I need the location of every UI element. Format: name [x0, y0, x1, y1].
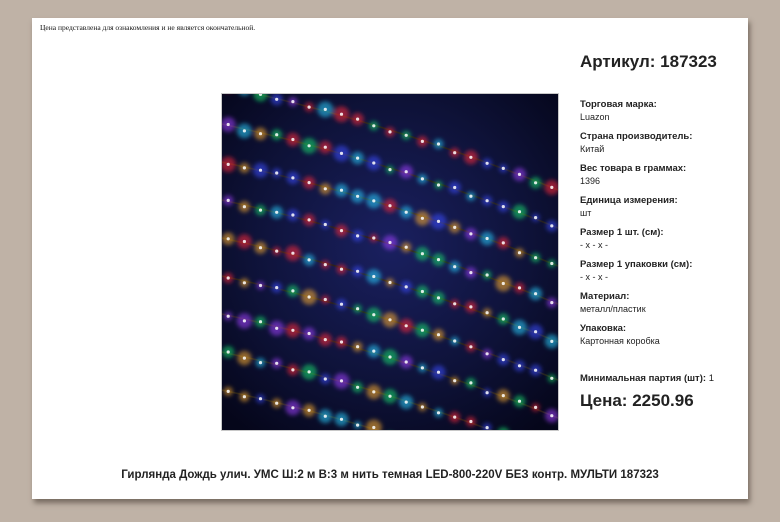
led-point [502, 241, 505, 244]
led-point [486, 199, 489, 202]
led-point [421, 217, 424, 220]
article-label: Артикул: [580, 52, 656, 71]
led-point [469, 305, 472, 308]
led-point [486, 352, 489, 355]
led-point [534, 369, 537, 372]
led-point [340, 113, 343, 116]
led-point [550, 377, 553, 380]
led-point [502, 167, 505, 170]
led-point [243, 166, 246, 169]
led-point [421, 252, 424, 255]
led-point [469, 381, 472, 384]
spec-label: Вес товара в граммах: [580, 163, 687, 174]
spec-packaging [580, 323, 745, 347]
led-point [324, 338, 327, 341]
led-point [340, 340, 343, 343]
led-point [453, 226, 456, 229]
led-point [518, 364, 521, 367]
led-point [275, 171, 278, 174]
led-point [405, 324, 408, 327]
spec-package-size [580, 259, 745, 283]
led-point [502, 358, 505, 361]
led-point [227, 199, 230, 202]
led-point [340, 379, 343, 382]
led-point [227, 163, 230, 166]
led-point [275, 402, 278, 405]
led-point [388, 241, 391, 244]
led-point [437, 296, 440, 299]
led-point [291, 138, 294, 141]
led-point [421, 290, 424, 293]
led-point [259, 132, 262, 135]
spec-value: Luazon [580, 112, 610, 122]
product-sheet [32, 18, 748, 499]
led-point [388, 281, 391, 284]
led-point [469, 195, 472, 198]
led-point [486, 237, 489, 240]
led-point [437, 183, 440, 186]
led-point [243, 395, 246, 398]
led-point [534, 406, 537, 409]
led-point [340, 418, 343, 421]
led-point [227, 276, 230, 279]
led-point [340, 303, 343, 306]
led-point [275, 362, 278, 365]
led-point [243, 319, 246, 322]
led-point [372, 350, 375, 353]
led-point [227, 350, 230, 353]
led-point [308, 332, 311, 335]
led-point [469, 271, 472, 274]
led-point [502, 282, 505, 285]
spec-value: металл/пластик [580, 304, 646, 314]
led-point [388, 395, 391, 398]
led-point [518, 173, 521, 176]
spec-label: Размер 1 шт. (см): [580, 227, 664, 238]
product-title: Гирлянда Дождь улич. УМС Ш:2 м В:3 м нить темная LED-800-220V БЕЗ контр. МУЛЬТИ 187323 [121, 469, 659, 481]
led-point [324, 298, 327, 301]
spec-item-size [580, 227, 745, 251]
led-point [372, 426, 375, 429]
led-point [356, 118, 359, 121]
led-point [324, 415, 327, 418]
spec-brand [580, 99, 745, 123]
led-point [356, 345, 359, 348]
led-point [388, 168, 391, 171]
led-point [550, 301, 553, 304]
led-point [308, 106, 311, 109]
led-point [324, 146, 327, 149]
led-point [437, 371, 440, 374]
spec-label: Страна производитель: [580, 131, 693, 142]
led-point [518, 251, 521, 254]
led-point [340, 152, 343, 155]
led-point [291, 406, 294, 409]
led-point [372, 161, 375, 164]
led-point [275, 211, 278, 214]
led-point [518, 210, 521, 213]
led-point [453, 416, 456, 419]
led-point [534, 330, 537, 333]
led-point [405, 360, 408, 363]
led-point [291, 329, 294, 332]
led-point [453, 186, 456, 189]
led-point [405, 170, 408, 173]
led-point [227, 315, 230, 318]
led-point [502, 205, 505, 208]
led-point [243, 240, 246, 243]
led-point [243, 281, 246, 284]
led-point [308, 295, 311, 298]
led-point [534, 292, 537, 295]
led-point [453, 151, 456, 154]
led-point [324, 263, 327, 266]
led-point [502, 317, 505, 320]
led-point [275, 327, 278, 330]
led-point [259, 169, 262, 172]
led-point [259, 284, 262, 287]
led-point [275, 133, 278, 136]
led-point [534, 216, 537, 219]
spec-weight [580, 163, 745, 187]
spec-label: Торговая марка: [580, 99, 657, 110]
spec-unit [580, 195, 745, 219]
led-point [486, 426, 489, 429]
led-point [534, 256, 537, 259]
led-point [291, 289, 294, 292]
led-point [259, 361, 262, 364]
led-point [356, 157, 359, 160]
led-point [227, 237, 230, 240]
spec-label: Единица измерения: [580, 195, 678, 206]
led-point [388, 318, 391, 321]
min-batch [580, 373, 714, 384]
led-point [340, 189, 343, 192]
led-point [324, 108, 327, 111]
led-point [437, 411, 440, 414]
led-point [469, 232, 472, 235]
led-point [308, 181, 311, 184]
led-point [356, 234, 359, 237]
led-point [388, 130, 391, 133]
led-point [340, 268, 343, 271]
led-point [259, 209, 262, 212]
spec-value: Китай [580, 144, 605, 154]
price-value: 2250.96 [632, 391, 694, 410]
led-point [388, 355, 391, 358]
led-point [308, 409, 311, 412]
led-point [227, 123, 230, 126]
led-point [243, 205, 246, 208]
led-point [356, 386, 359, 389]
led-point [356, 307, 359, 310]
led-point [421, 405, 424, 408]
led-point [518, 326, 521, 329]
spec-value: - х - х - [580, 240, 608, 250]
led-point [356, 270, 359, 273]
spec-value: 1396 [580, 176, 601, 186]
led-point [356, 424, 359, 427]
led-point [550, 340, 553, 343]
led-point [243, 129, 246, 132]
led-point [453, 339, 456, 342]
led-point [291, 213, 294, 216]
led-point [486, 311, 489, 314]
led-point [453, 302, 456, 305]
led-point [421, 329, 424, 332]
spec-value: шт [580, 208, 592, 218]
spec-material [580, 291, 745, 315]
led-point [372, 313, 375, 316]
led-point [259, 397, 262, 400]
led-point [469, 156, 472, 159]
led-point [486, 162, 489, 165]
led-point [437, 258, 440, 261]
led-point [324, 223, 327, 226]
led-point [372, 236, 375, 239]
led-point [518, 286, 521, 289]
led-point [259, 320, 262, 323]
led-point [534, 181, 537, 184]
spec-label: Материал: [580, 291, 630, 302]
led-point [275, 98, 278, 101]
led-point [372, 199, 375, 202]
led-point [405, 211, 408, 214]
led-point [372, 124, 375, 127]
led-point [275, 250, 278, 253]
led-point [502, 394, 505, 397]
led-point [227, 390, 230, 393]
article-value: 187323 [660, 52, 717, 71]
led-point [421, 366, 424, 369]
led-point [356, 195, 359, 198]
led-point [437, 220, 440, 223]
min-batch-label: Минимальная партия (шт): [580, 373, 707, 384]
led-point [324, 187, 327, 190]
led-point [243, 357, 246, 360]
led-point [437, 142, 440, 145]
led-point [405, 134, 408, 137]
led-point [469, 420, 472, 423]
led-point [308, 258, 311, 261]
led-point [275, 286, 278, 289]
photo-background [222, 94, 558, 430]
led-point [291, 368, 294, 371]
led-point [340, 229, 343, 232]
led-point [550, 414, 553, 417]
article-number [580, 52, 717, 72]
price-notice: Цена представлена для ознакомления и не является окончательной. [40, 23, 256, 32]
led-point [550, 262, 553, 265]
led-point [469, 345, 472, 348]
min-batch-value: 1 [708, 373, 714, 384]
led-point [259, 246, 262, 249]
led-point [518, 400, 521, 403]
led-point [550, 186, 553, 189]
price [580, 391, 694, 411]
led-point [405, 246, 408, 249]
led-point [421, 177, 424, 180]
garland-image [222, 94, 558, 430]
led-point [486, 273, 489, 276]
led-point [372, 275, 375, 278]
product-photo [221, 93, 559, 431]
led-point [453, 379, 456, 382]
spec-value: - х - х - [580, 272, 608, 282]
price-label: Цена: [580, 391, 628, 410]
led-point [291, 100, 294, 103]
spec-label: Размер 1 упаковки (см): [580, 259, 693, 270]
led-point [308, 144, 311, 147]
led-point [453, 265, 456, 268]
led-point [437, 333, 440, 336]
led-point [372, 390, 375, 393]
led-point [388, 204, 391, 207]
spec-value: Картонная коробка [580, 336, 660, 346]
led-point [550, 224, 553, 227]
spec-country [580, 131, 745, 155]
spec-label: Упаковка: [580, 323, 627, 334]
led-point [291, 176, 294, 179]
led-point [308, 218, 311, 221]
spec-list [580, 99, 745, 355]
led-point [405, 401, 408, 404]
led-point [308, 370, 311, 373]
led-point [291, 252, 294, 255]
led-point [486, 391, 489, 394]
led-point [405, 285, 408, 288]
led-point [324, 377, 327, 380]
led-point [421, 140, 424, 143]
